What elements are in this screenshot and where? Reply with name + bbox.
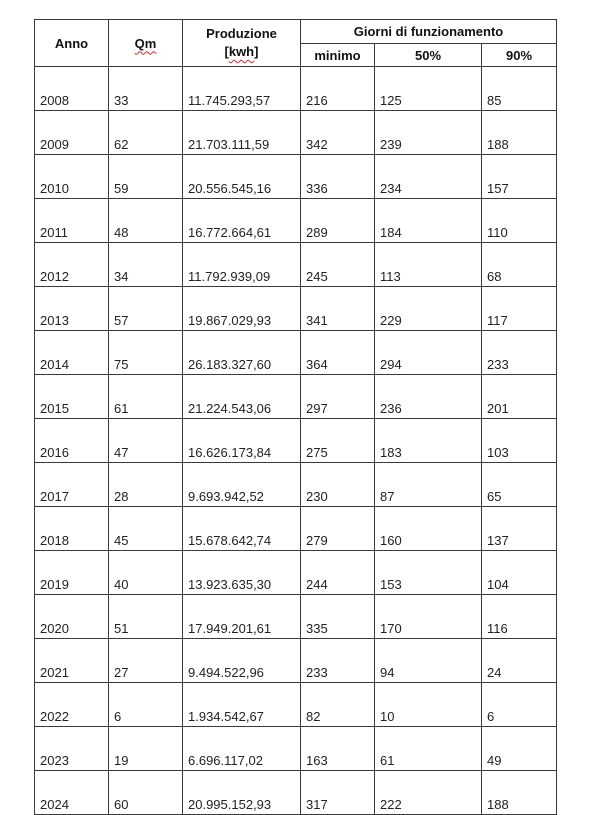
- cell-minimo: 341: [301, 287, 375, 331]
- cell-minimo: 342: [301, 111, 375, 155]
- cell-minimo: 317: [301, 771, 375, 815]
- bracket-open: [: [224, 44, 229, 59]
- cell-p50: 160: [375, 507, 482, 551]
- cell-anno: 2015: [35, 375, 109, 419]
- cell-qm: 60: [109, 771, 183, 815]
- cell-produzione: 16.772.664,61: [183, 199, 301, 243]
- cell-qm: 47: [109, 419, 183, 463]
- cell-qm: 59: [109, 155, 183, 199]
- cell-p90: 6: [482, 683, 557, 727]
- cell-qm: 57: [109, 287, 183, 331]
- cell-minimo: 279: [301, 507, 375, 551]
- cell-qm: 48: [109, 199, 183, 243]
- cell-p90: 117: [482, 287, 557, 331]
- cell-p50: 239: [375, 111, 482, 155]
- cell-anno: 2011: [35, 199, 109, 243]
- cell-minimo: 336: [301, 155, 375, 199]
- table-row: [35, 683, 557, 727]
- cell-produzione: 11.745.293,57: [183, 67, 301, 111]
- cell-anno: 2013: [35, 287, 109, 331]
- cell-qm: 19: [109, 727, 183, 771]
- cell-p50: 229: [375, 287, 482, 331]
- header-p50: 50%: [375, 44, 482, 67]
- production-table: [34, 19, 557, 815]
- header-qm: [109, 20, 183, 67]
- cell-qm: 51: [109, 595, 183, 639]
- cell-produzione: 20.995.152,93: [183, 771, 301, 815]
- header-qm-label: Qm: [134, 35, 157, 51]
- cell-minimo: 297: [301, 375, 375, 419]
- cell-produzione: 16.626.173,84: [183, 419, 301, 463]
- cell-produzione: 15.678.642,74: [183, 507, 301, 551]
- cell-p90: 201: [482, 375, 557, 419]
- header-minimo: minimo: [301, 44, 375, 67]
- table-row: [35, 771, 557, 815]
- cell-qm: 62: [109, 111, 183, 155]
- cell-produzione: 6.696.117,02: [183, 727, 301, 771]
- cell-anno: 2023: [35, 727, 109, 771]
- cell-p50: 294: [375, 331, 482, 375]
- header-giorni-group: Giorni di funzionamento: [301, 20, 557, 44]
- table-row: [35, 419, 557, 463]
- table-row: [35, 155, 557, 199]
- cell-anno: 2022: [35, 683, 109, 727]
- header-p90: 90%: [482, 44, 557, 67]
- cell-produzione: 19.867.029,93: [183, 287, 301, 331]
- cell-qm: 34: [109, 243, 183, 287]
- cell-qm: 61: [109, 375, 183, 419]
- cell-produzione: 1.934.542,67: [183, 683, 301, 727]
- table-row: [35, 727, 557, 771]
- cell-p50: 61: [375, 727, 482, 771]
- cell-p50: 10: [375, 683, 482, 727]
- cell-p50: 234: [375, 155, 482, 199]
- cell-p90: 116: [482, 595, 557, 639]
- cell-p50: 184: [375, 199, 482, 243]
- cell-p90: 85: [482, 67, 557, 111]
- cell-produzione: 9.494.522,96: [183, 639, 301, 683]
- cell-minimo: 216: [301, 67, 375, 111]
- cell-produzione: 20.556.545,16: [183, 155, 301, 199]
- cell-qm: 75: [109, 331, 183, 375]
- cell-p90: 49: [482, 727, 557, 771]
- cell-anno: 2008: [35, 67, 109, 111]
- cell-anno: 2014: [35, 331, 109, 375]
- cell-produzione: 13.923.635,30: [183, 551, 301, 595]
- table-row: [35, 551, 557, 595]
- cell-minimo: 230: [301, 463, 375, 507]
- cell-anno: 2016: [35, 419, 109, 463]
- cell-qm: 6: [109, 683, 183, 727]
- table-row: [35, 375, 557, 419]
- cell-produzione: 11.792.939,09: [183, 243, 301, 287]
- cell-produzione: 26.183.327,60: [183, 331, 301, 375]
- table-row: [35, 595, 557, 639]
- cell-p50: 222: [375, 771, 482, 815]
- header-produzione-unit: [183, 43, 300, 61]
- cell-minimo: 233: [301, 639, 375, 683]
- cell-p90: 188: [482, 111, 557, 155]
- cell-qm: 33: [109, 67, 183, 111]
- cell-minimo: 335: [301, 595, 375, 639]
- cell-qm: 45: [109, 507, 183, 551]
- cell-minimo: 82: [301, 683, 375, 727]
- table-row: [35, 331, 557, 375]
- cell-p90: 68: [482, 243, 557, 287]
- cell-minimo: 275: [301, 419, 375, 463]
- cell-anno: 2012: [35, 243, 109, 287]
- cell-anno: 2024: [35, 771, 109, 815]
- cell-p90: 24: [482, 639, 557, 683]
- cell-produzione: 21.703.111,59: [183, 111, 301, 155]
- cell-produzione: 17.949.201,61: [183, 595, 301, 639]
- cell-minimo: 244: [301, 551, 375, 595]
- cell-p90: 137: [482, 507, 557, 551]
- table-row: [35, 463, 557, 507]
- cell-minimo: 163: [301, 727, 375, 771]
- cell-p90: 110: [482, 199, 557, 243]
- cell-p50: 94: [375, 639, 482, 683]
- cell-minimo: 289: [301, 199, 375, 243]
- cell-p50: 125: [375, 67, 482, 111]
- cell-p90: 188: [482, 771, 557, 815]
- cell-p50: 87: [375, 463, 482, 507]
- table-row: [35, 243, 557, 287]
- cell-p50: 113: [375, 243, 482, 287]
- cell-p90: 103: [482, 419, 557, 463]
- unit-kwh: kwh: [228, 44, 255, 59]
- cell-anno: 2009: [35, 111, 109, 155]
- cell-minimo: 364: [301, 331, 375, 375]
- cell-anno: 2018: [35, 507, 109, 551]
- cell-qm: 27: [109, 639, 183, 683]
- table-row: [35, 199, 557, 243]
- table-row: [35, 111, 557, 155]
- table-header: [35, 20, 557, 67]
- bracket-close: ]: [254, 44, 259, 59]
- cell-p50: 170: [375, 595, 482, 639]
- cell-anno: 2021: [35, 639, 109, 683]
- cell-anno: 2010: [35, 155, 109, 199]
- cell-p50: 183: [375, 419, 482, 463]
- table-row: [35, 507, 557, 551]
- cell-p90: 233: [482, 331, 557, 375]
- table-row: [35, 639, 557, 683]
- cell-anno: 2019: [35, 551, 109, 595]
- header-produzione-label: Produzione: [206, 26, 277, 41]
- cell-p90: 65: [482, 463, 557, 507]
- header-anno: Anno: [35, 20, 109, 67]
- cell-p50: 153: [375, 551, 482, 595]
- cell-p50: 236: [375, 375, 482, 419]
- cell-p90: 104: [482, 551, 557, 595]
- cell-qm: 40: [109, 551, 183, 595]
- header-row-top: [35, 20, 557, 44]
- cell-anno: 2020: [35, 595, 109, 639]
- header-produzione: [183, 20, 301, 67]
- cell-p90: 157: [482, 155, 557, 199]
- cell-produzione: 9.693.942,52: [183, 463, 301, 507]
- cell-anno: 2017: [35, 463, 109, 507]
- table-row: [35, 67, 557, 111]
- cell-qm: 28: [109, 463, 183, 507]
- table-body: [35, 67, 557, 815]
- cell-produzione: 21.224.543,06: [183, 375, 301, 419]
- cell-minimo: 245: [301, 243, 375, 287]
- table-row: [35, 287, 557, 331]
